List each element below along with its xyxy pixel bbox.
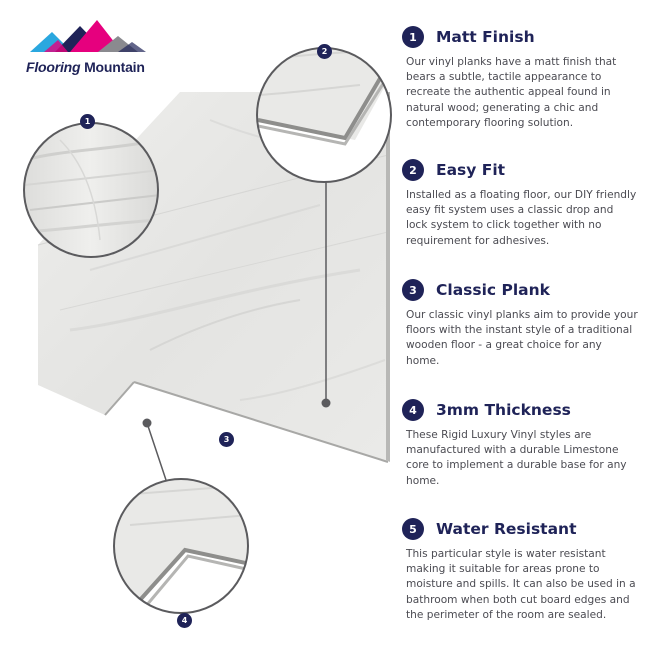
feature-description: Our vinyl planks have a matt finish that bears a subtle, tactile appearance to recreate the authentic appeal found in natural wood; generating a chic and contemporary flooring solution. [406, 56, 617, 129]
brand-name-part1: Flooring [26, 59, 81, 75]
feature-title: Classic Plank [436, 281, 550, 299]
feature-water-resistant [402, 517, 638, 623]
feature-title: Matt Finish [436, 28, 535, 46]
feature-description: Our classic vinyl planks aim to provide your floors with the instant style of a traditional wooden floor - a great choice for any home. [406, 309, 638, 367]
feature-number-badge: 4 [402, 399, 424, 421]
connector-dot-2 [322, 399, 331, 408]
connector-line-4 [147, 423, 166, 480]
magnifier-thickness [110, 470, 260, 613]
feature-easy-fit [402, 158, 638, 249]
feature-title: Water Resistant [436, 520, 577, 538]
callout-badge-1: 1 [80, 114, 95, 129]
feature-classic-plank [402, 278, 638, 369]
feature-thickness [402, 398, 638, 489]
feature-description: This particular style is water resistant making it suitable for areas prone to moisture and spills. It can also be used in a bathroom when both cut board edges and the perimeter of the room are sealed. [406, 548, 636, 621]
feature-matt-finish [402, 25, 638, 131]
feature-description: Installed as a floating floor, our DIY friendly easy fit system uses a classic drop and lock system to click together with no requirement for adhesives. [406, 189, 637, 247]
brand-logo [26, 59, 145, 75]
feature-number-badge: 3 [402, 279, 424, 301]
feature-title: 3mm Thickness [436, 401, 571, 419]
brand-name-part2: Mountain [84, 59, 145, 75]
logo-mountains [30, 20, 146, 52]
connector-dot-4 [143, 419, 152, 428]
callout-badge-3: 3 [219, 432, 234, 447]
feature-number-badge: 5 [402, 518, 424, 540]
feature-title: Easy Fit [436, 161, 506, 179]
callout-badge-4: 4 [177, 613, 192, 628]
callout-badge-2: 2 [317, 44, 332, 59]
feature-number-badge: 2 [402, 159, 424, 181]
feature-number-badge: 1 [402, 26, 424, 48]
feature-description: These Rigid Luxury Vinyl styles are manufactured with a durable Limestone core to implement a durable base for any home. [406, 429, 627, 487]
